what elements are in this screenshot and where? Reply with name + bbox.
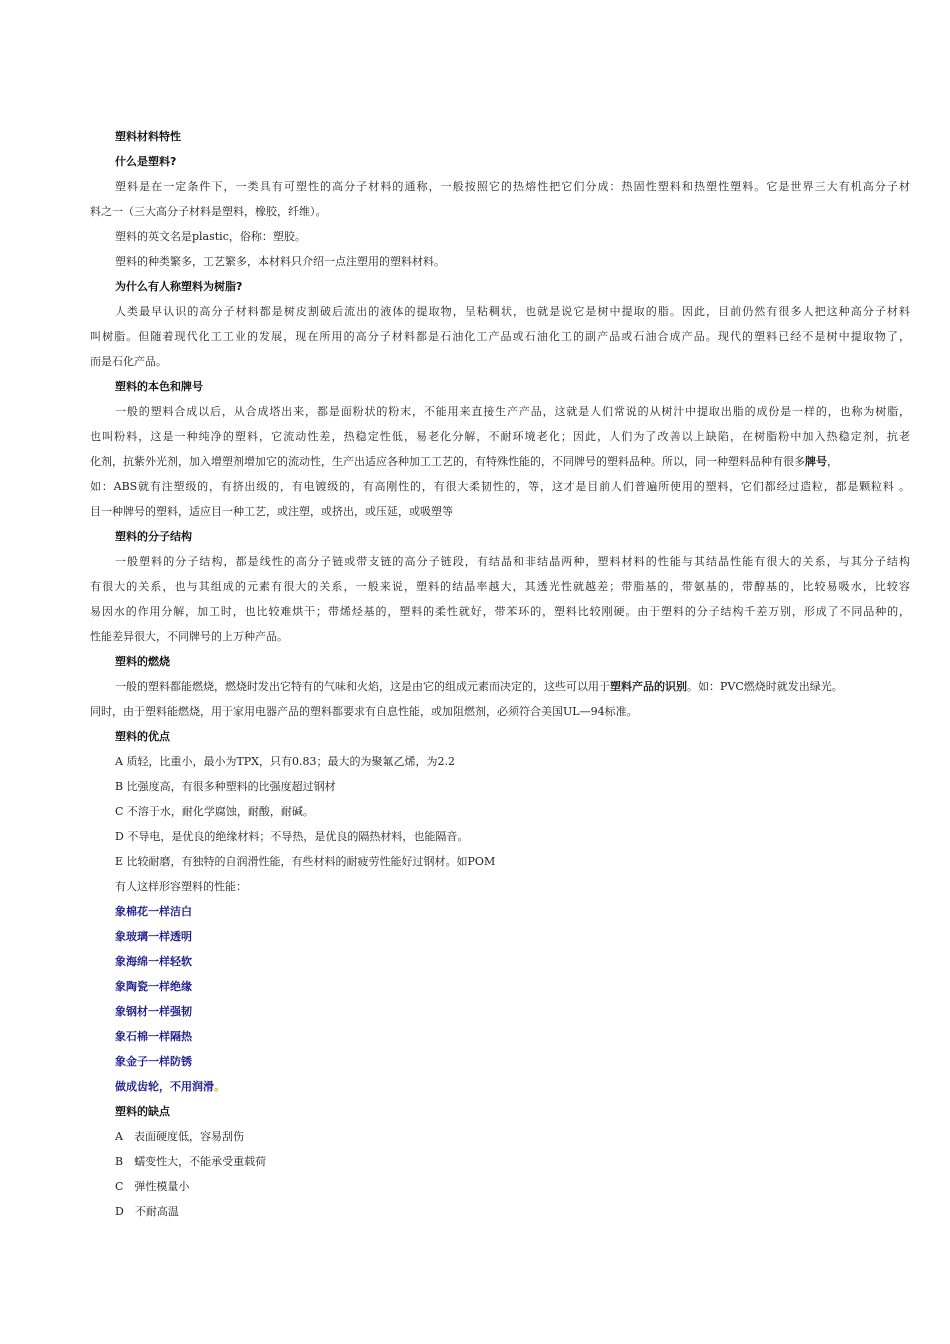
paragraph-text: 化剂，抗紫外光剂，加入增塑剂增加它的流动性，生产出适应各种加工工艺的，有特殊性能的，不同牌号的塑料品种。所以，同一种塑料品种有很多 <box>90 455 805 468</box>
document-body <box>90 124 910 1224</box>
highlight-phrase: 象钢材一样强韧 <box>115 1005 192 1018</box>
section-heading: 什么是塑料? <box>115 155 177 168</box>
highlight-phrase: 象海绵一样轻软 <box>115 955 192 968</box>
highlight-phrase: 象金子一样防锈 <box>115 1055 192 1068</box>
list-item: A 表面硬度低，容易刮伤 <box>115 1130 244 1143</box>
paragraph-line <box>90 674 910 699</box>
highlight-phrase: 象棉花一样洁白 <box>115 905 192 918</box>
section-heading: 塑料的优点 <box>115 730 170 743</box>
paragraph-line: 塑料的种类繁多，工艺繁多，本材料只介绍一点注塑用的塑料材料。 <box>115 255 445 268</box>
bold-term: 塑料产品的识别 <box>610 680 687 693</box>
paragraph-line: 一般的塑料合成以后，从合成塔出来，都是面粉状的粉末，不能用来直接生产产品，这就是人们常说的从树汁中提取出脂的成份是一样的，也称为树脂， <box>115 405 910 418</box>
section-heading: 塑料的燃烧 <box>115 655 170 668</box>
highlight-phrase <box>90 1074 910 1099</box>
paragraph-line: 叫树脂。但随着现代化工工业的发展，现在所用的高分子材料都是石油化工产品或石油化工的副产品或石油合成产品。现代的塑料已经不是树中提取物了， <box>90 330 910 343</box>
highlight-phrase: 象陶瓷一样绝缘 <box>115 980 192 993</box>
section-heading: 为什么有人称塑料为树脂? <box>115 280 243 293</box>
paragraph-line: 如：ABS就有注塑级的，有挤出级的，有电镀级的，有高刚性的，有很大柔韧性的，等，这才是目前人们普遍所使用的塑料，它们都经过造粒，都是颗粒料 。 <box>90 480 910 493</box>
paragraph-line: 料之一（三大高分子材料是塑料，橡胶，纤维）。 <box>90 205 327 218</box>
list-item: D 不耐高温 <box>115 1205 179 1218</box>
trailing-punctuation: 。 <box>214 1080 225 1093</box>
paragraph-line: 有人这样形容塑料的性能： <box>115 880 247 893</box>
list-item: B 比强度高，有很多种塑料的比强度超过钢材 <box>115 780 336 793</box>
paragraph-line: 同时，由于塑料能燃烧，用于家用电器产品的塑料都要求有自息性能，或加阻燃剂，必须符合美国UL—94标准。 <box>90 705 638 718</box>
paragraph-line: 化剂，抗紫外光剂，加入增塑剂增加它的流动性，生产出适应各种加工工艺的，有特殊性能的，不同牌号的塑料品种。所以，同一种塑料品种有很多牌号， <box>90 455 838 468</box>
bold-term: 牌号 <box>805 455 827 468</box>
list-item: C 不溶于水，耐化学腐蚀，耐酸，耐碱。 <box>115 805 314 818</box>
paragraph-line: 有很大的关系，也与其组成的元素有很大的关系，一般来说，塑料的结晶率越大，其透光性就越差；带脂基的，带氨基的，带醇基的，比较易吸水，比较容 <box>90 580 910 593</box>
paragraph-line: 而是石化产品。 <box>90 355 167 368</box>
list-item: C 弹性模量小 <box>115 1180 190 1193</box>
list-item: B 蠕变性大，不能承受重载荷 <box>115 1155 267 1168</box>
paragraph-line: 塑料是在一定条件下，一类具有可塑性的高分子材料的通称，一般按照它的热熔性把它们分成：热固性塑料和热塑性塑料。它是世界三大有机高分子材 <box>115 180 910 193</box>
highlight-text: 做成齿轮，不用润滑 <box>115 1080 214 1093</box>
list-item: D 不导电，是优良的绝缘材料；不导热，是优良的隔热材料，也能隔音。 <box>115 830 469 843</box>
highlight-phrase: 象玻璃一样透明 <box>115 930 192 943</box>
highlight-phrase: 象石棉一样隔热 <box>115 1030 192 1043</box>
section-heading: 塑料的缺点 <box>115 1105 170 1118</box>
paragraph-line: 人类最早认识的高分子材料都是树皮割破后流出的液体的提取物，呈粘稠状，也就是说它是树中提取的脂。因此，目前仍然有很多人把这种高分子材料 <box>115 305 910 318</box>
paragraph-line: 性能差异很大，不同牌号的上万种产品。 <box>90 630 288 643</box>
paragraph-line: 也叫粉料，这是一种纯净的塑料，它流动性差，热稳定性低，易老化分解，不耐环境老化；因此，人们为了改善以上缺陷，在树脂粉中加入热稳定剂，抗老 <box>90 430 910 443</box>
document-title: 塑料材料特性 <box>115 130 181 143</box>
paragraph-line: 塑料的英文名是plastic，俗称：塑胶。 <box>115 230 306 243</box>
section-heading: 塑料的分子结构 <box>115 530 192 543</box>
paragraph-text: 。如：PVC燃烧时就发出绿光。 <box>687 680 843 693</box>
list-item: E 比较耐磨，有独特的自润滑性能，有些材料的耐疲劳性能好过钢材。如POM <box>115 855 496 868</box>
paragraph-line: 易因水的作用分解，加工时，也比较难烘干；带烯烃基的，塑料的柔性就好，带苯环的，塑料比较刚硬。由于塑料的分子结构千差万别，形成了不同品种的， <box>90 605 910 618</box>
list-item: A 质轻，比重小，最小为TPX，只有0.83；最大的为聚氟乙烯，为2.2 <box>115 755 455 768</box>
paragraph-text: 一般的塑料都能燃烧，燃烧时发出它特有的气味和火焰，这是由它的组成元素而决定的，这些可以用于 <box>115 680 610 693</box>
section-heading: 塑料的本色和牌号 <box>115 380 203 393</box>
paragraph-line: 一般塑料的分子结构，都是线性的高分子链或带支链的高分子链段，有结晶和非结晶两种，塑料材料的性能与其结晶性能有很大的关系，与其分子结构 <box>115 555 910 568</box>
paragraph-line: 目一种牌号的塑料，适应目一种工艺，或注塑，或挤出，或压延，或吸塑等 <box>90 505 453 518</box>
